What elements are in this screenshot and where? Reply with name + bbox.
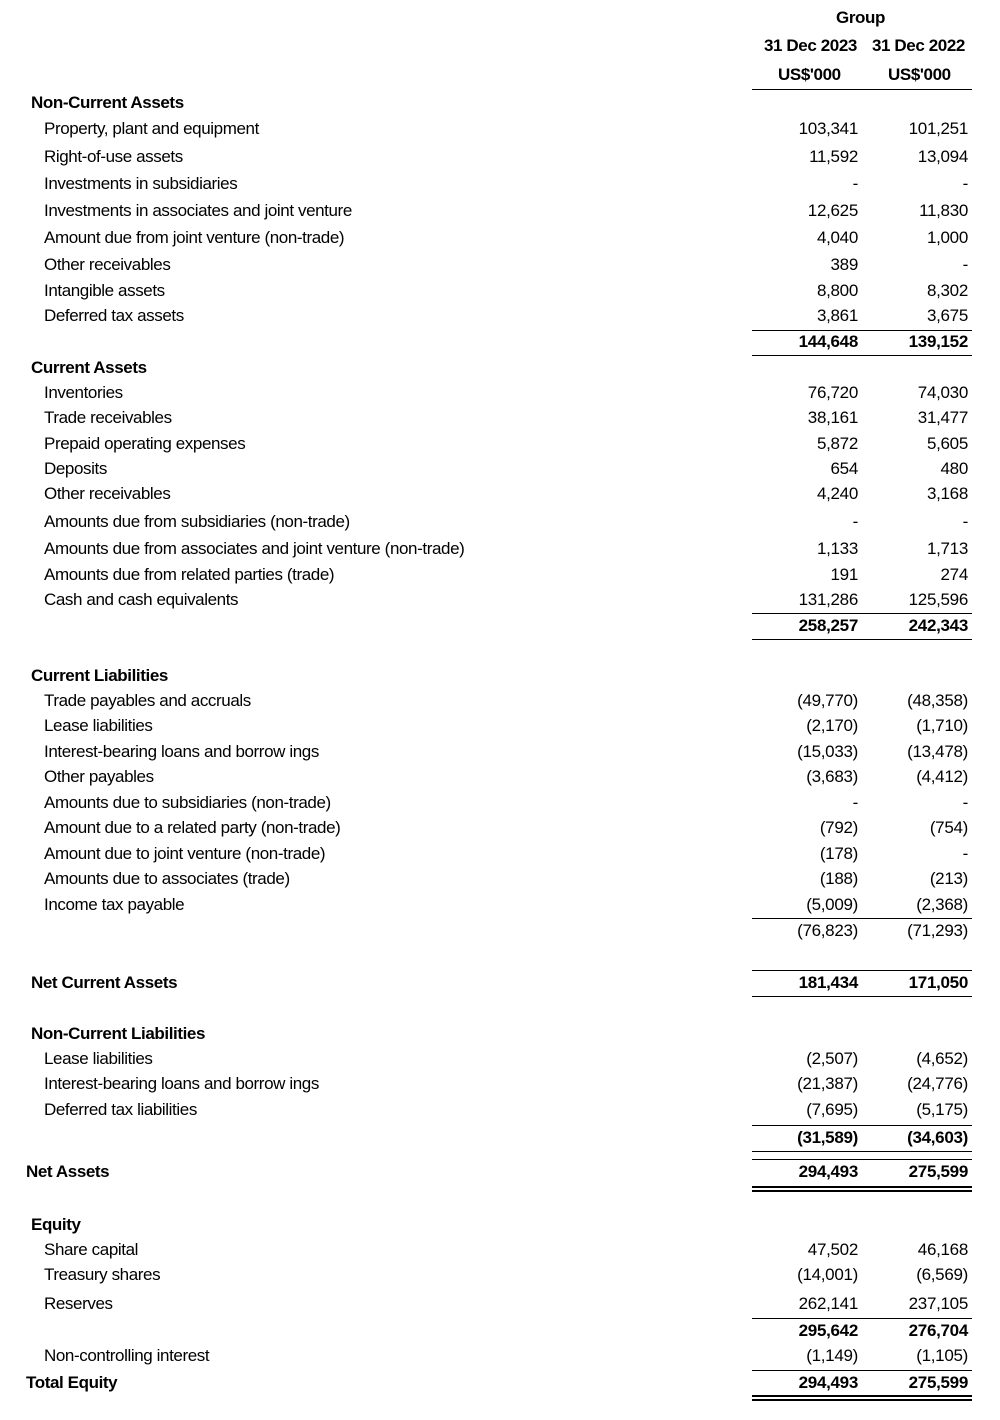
line-item-label: Right-of-use assets bbox=[44, 147, 183, 166]
rule-net-current-top bbox=[752, 970, 972, 971]
value-2022: 46,168 bbox=[917, 1240, 968, 1259]
statement-row bbox=[0, 144, 1000, 170]
value-2023: (21,387) bbox=[797, 1074, 858, 1093]
statement-row bbox=[0, 278, 1000, 304]
value-2022: 275,599 bbox=[908, 1373, 968, 1392]
group-header: Group bbox=[836, 8, 885, 27]
statement-row bbox=[0, 713, 1000, 739]
statement-row bbox=[0, 663, 1000, 689]
statement-row bbox=[0, 1262, 1000, 1288]
value-2022: (213) bbox=[929, 869, 968, 888]
value-2022: 3,675 bbox=[926, 306, 968, 325]
value-2023: (5,009) bbox=[806, 895, 858, 914]
line-item-label: Prepaid operating expenses bbox=[44, 434, 246, 453]
value-2023: 5,872 bbox=[816, 434, 858, 453]
value-2022: (2,368) bbox=[916, 895, 968, 914]
statement-row bbox=[0, 790, 1000, 816]
value-2022: (5,175) bbox=[916, 1100, 968, 1119]
value-2023: 11,592 bbox=[809, 147, 858, 166]
value-2023: 294,493 bbox=[798, 1162, 858, 1181]
value-2022: 275,599 bbox=[908, 1162, 968, 1181]
rule-nca-subtotal bbox=[752, 330, 972, 331]
rule-net-current-bottom bbox=[752, 996, 972, 997]
statement-row bbox=[0, 252, 1000, 278]
section-heading: Total Equity bbox=[26, 1373, 118, 1392]
value-2022: 237,105 bbox=[908, 1294, 968, 1313]
line-item-label: Treasury shares bbox=[44, 1265, 161, 1284]
value-2023: 262,141 bbox=[798, 1294, 858, 1313]
statement-row bbox=[0, 815, 1000, 841]
col2-unit-header: US$'000 bbox=[888, 65, 951, 84]
value-2023: - bbox=[852, 793, 858, 812]
value-2022: (754) bbox=[929, 818, 968, 837]
line-item-label: Deferred tax liabilities bbox=[44, 1100, 197, 1119]
value-2022: 3,168 bbox=[926, 484, 968, 503]
value-2022: (6,569) bbox=[916, 1265, 968, 1284]
line-item-label: Other receivables bbox=[44, 484, 171, 503]
value-2022: (4,652) bbox=[916, 1049, 968, 1068]
value-2022: 125,596 bbox=[908, 590, 968, 609]
statement-row bbox=[0, 841, 1000, 867]
value-2023: 47,502 bbox=[807, 1240, 858, 1259]
statement-row bbox=[0, 116, 1000, 142]
statement-row bbox=[0, 688, 1000, 714]
value-2023: (178) bbox=[819, 844, 858, 863]
rule-ca-subtotal bbox=[752, 613, 972, 614]
line-item-label: Amounts due from associates and joint venture (non-trade) bbox=[44, 539, 465, 558]
statement-row bbox=[0, 456, 1000, 482]
rule-ncl-subtotal bbox=[752, 1125, 972, 1126]
value-2023: 12,625 bbox=[807, 201, 858, 220]
value-2023: 8,800 bbox=[816, 281, 858, 300]
value-2022: - bbox=[962, 793, 968, 812]
line-item-label: Property, plant and equipment bbox=[44, 119, 259, 138]
section-heading: Non-Current Assets bbox=[31, 93, 184, 112]
value-2022: - bbox=[962, 512, 968, 531]
value-2023: 191 bbox=[830, 565, 858, 584]
value-2023: 131,286 bbox=[798, 590, 858, 609]
statement-row bbox=[0, 509, 1000, 535]
value-2023: (7,695) bbox=[806, 1100, 858, 1119]
value-2022: 101,251 bbox=[908, 119, 968, 138]
value-2022: 13,094 bbox=[917, 147, 968, 166]
line-item-label: Amounts due to associates (trade) bbox=[44, 869, 290, 888]
value-2022: - bbox=[962, 255, 968, 274]
line-item-label: Investments in subsidiaries bbox=[44, 174, 238, 193]
value-2023: 3,861 bbox=[816, 306, 858, 325]
section-heading: Equity bbox=[31, 1215, 81, 1234]
value-2023: (188) bbox=[819, 869, 858, 888]
value-2023: - bbox=[852, 174, 858, 193]
line-item-label: Trade payables and accruals bbox=[44, 691, 251, 710]
value-2022: 274 bbox=[940, 565, 968, 584]
value-2022: (1,710) bbox=[916, 716, 968, 735]
statement-row bbox=[0, 536, 1000, 562]
section-heading: Current Assets bbox=[31, 358, 147, 377]
value-2023: 103,341 bbox=[798, 119, 858, 138]
value-2022: (1,105) bbox=[916, 1346, 968, 1365]
line-item-label: Amount due to a related party (non-trade) bbox=[44, 818, 341, 837]
value-2022: (24,776) bbox=[907, 1074, 968, 1093]
value-2023: 389 bbox=[830, 255, 858, 274]
line-item-label: Trade receivables bbox=[44, 408, 172, 427]
value-2022: 1,713 bbox=[926, 539, 968, 558]
line-item-label: Other payables bbox=[44, 767, 154, 786]
rule-total-equity-double-2 bbox=[752, 1399, 972, 1401]
value-2023: 654 bbox=[830, 459, 858, 478]
statement-row bbox=[0, 918, 1000, 944]
statement-row bbox=[0, 587, 1000, 613]
statement-row bbox=[0, 562, 1000, 588]
value-2022: 31,477 bbox=[917, 408, 968, 427]
statement-row bbox=[0, 739, 1000, 765]
value-2022: 139,152 bbox=[908, 332, 968, 351]
line-item-label: Deposits bbox=[44, 459, 107, 478]
statement-row bbox=[0, 1318, 1000, 1344]
statement-row bbox=[0, 1021, 1000, 1047]
value-2023: (31,589) bbox=[797, 1128, 858, 1147]
statement-row bbox=[0, 225, 1000, 251]
statement-row bbox=[0, 431, 1000, 457]
col2-date-header: 31 Dec 2022 bbox=[872, 36, 965, 55]
value-2023: (15,033) bbox=[797, 742, 858, 761]
line-item-label: Amounts due from related parties (trade) bbox=[44, 565, 335, 584]
value-2023: 295,642 bbox=[798, 1321, 858, 1340]
value-2023: (1,149) bbox=[806, 1346, 858, 1365]
col1-unit-header: US$'000 bbox=[778, 65, 841, 84]
value-2022: 242,343 bbox=[908, 616, 968, 635]
statement-row bbox=[0, 405, 1000, 431]
line-item-label: Interest-bearing loans and borrow ings bbox=[44, 742, 319, 761]
statement-row bbox=[0, 764, 1000, 790]
value-2023: 4,040 bbox=[816, 228, 858, 247]
section-heading: Non-Current Liabilities bbox=[31, 1024, 206, 1043]
value-2022: 8,302 bbox=[926, 281, 968, 300]
rule-total-equity-double-1 bbox=[752, 1395, 972, 1397]
value-2023: (792) bbox=[819, 818, 858, 837]
value-2022: (4,412) bbox=[916, 767, 968, 786]
rule-equity-subtotal bbox=[752, 1318, 972, 1319]
line-item-label: Deferred tax assets bbox=[44, 306, 184, 325]
value-2022: 11,830 bbox=[919, 201, 968, 220]
line-item-label: Lease liabilities bbox=[44, 1049, 153, 1068]
line-item-label: Cash and cash equivalents bbox=[44, 590, 239, 609]
rule-ca-total bbox=[752, 639, 972, 640]
statement-row bbox=[0, 1159, 1000, 1185]
value-2023: 38,161 bbox=[807, 408, 858, 427]
value-2022: - bbox=[962, 844, 968, 863]
statement-row bbox=[0, 866, 1000, 892]
value-2022: 171,050 bbox=[908, 973, 968, 992]
line-item-label: Reserves bbox=[44, 1294, 113, 1313]
statement-row bbox=[0, 970, 1000, 996]
statement-row bbox=[0, 1212, 1000, 1238]
value-2023: (2,507) bbox=[806, 1049, 858, 1068]
line-item-label: Amount due from joint venture (non-trade) bbox=[44, 228, 345, 247]
value-2022: (48,358) bbox=[907, 691, 968, 710]
statement-row bbox=[0, 1071, 1000, 1097]
value-2023: 4,240 bbox=[816, 484, 858, 503]
statement-row bbox=[0, 1046, 1000, 1072]
statement-row bbox=[0, 171, 1000, 197]
rule-nca-total bbox=[752, 355, 972, 356]
value-2022: 276,704 bbox=[908, 1321, 968, 1340]
rule-net-assets-double-2 bbox=[752, 1190, 972, 1192]
rule-net-assets-top bbox=[752, 1159, 972, 1160]
section-heading: Current Liabilities bbox=[31, 666, 168, 685]
statement-row bbox=[0, 198, 1000, 224]
line-item-label: Amount due to joint venture (non-trade) bbox=[44, 844, 326, 863]
value-2023: (14,001) bbox=[797, 1265, 858, 1284]
line-item-label: Inventories bbox=[44, 383, 123, 402]
line-item-label: Investments in associates and joint venture bbox=[44, 201, 352, 220]
value-2023: - bbox=[852, 512, 858, 531]
rule-cl-subtotal bbox=[752, 918, 972, 919]
value-2022: (34,603) bbox=[907, 1128, 968, 1147]
line-item-label: Lease liabilities bbox=[44, 716, 153, 735]
statement-row bbox=[0, 90, 1000, 116]
statement-row bbox=[0, 1343, 1000, 1369]
line-item-label: Intangible assets bbox=[44, 281, 165, 300]
statement-row bbox=[0, 1370, 1000, 1396]
line-item-label: Income tax payable bbox=[44, 895, 185, 914]
col1-date-header: 31 Dec 2023 bbox=[764, 36, 857, 55]
statement-row bbox=[0, 329, 1000, 355]
value-2023: (49,770) bbox=[797, 691, 858, 710]
value-2023: 294,493 bbox=[798, 1373, 858, 1392]
value-2023: (2,170) bbox=[806, 716, 858, 735]
rule-net-assets-double-1 bbox=[752, 1186, 972, 1188]
value-2023: 181,434 bbox=[798, 973, 858, 992]
value-2023: 258,257 bbox=[798, 616, 858, 635]
value-2023: 1,133 bbox=[816, 539, 858, 558]
value-2023: 144,648 bbox=[798, 332, 858, 351]
statement-row bbox=[0, 892, 1000, 918]
statement-row bbox=[0, 613, 1000, 639]
statement-row bbox=[0, 1237, 1000, 1263]
value-2022: - bbox=[962, 174, 968, 193]
line-item-label: Share capital bbox=[44, 1240, 139, 1259]
value-2022: 5,605 bbox=[926, 434, 968, 453]
line-item-label: Amounts due from subsidiaries (non-trade) bbox=[44, 512, 350, 531]
value-2023: (3,683) bbox=[806, 767, 858, 786]
statement-row bbox=[0, 481, 1000, 507]
line-item-label: Other receivables bbox=[44, 255, 171, 274]
value-2022: 480 bbox=[940, 459, 968, 478]
value-2022: (13,478) bbox=[907, 742, 968, 761]
rule-ncl-total bbox=[752, 1151, 972, 1152]
statement-row bbox=[0, 355, 1000, 381]
statement-row bbox=[0, 1125, 1000, 1151]
statement-row bbox=[0, 380, 1000, 406]
value-2022: (71,293) bbox=[907, 921, 968, 940]
statement-row bbox=[0, 1291, 1000, 1317]
statement-row bbox=[0, 303, 1000, 329]
value-2023: (76,823) bbox=[797, 921, 858, 940]
line-item-label: Interest-bearing loans and borrow ings bbox=[44, 1074, 319, 1093]
value-2022: 74,030 bbox=[917, 383, 968, 402]
section-heading: Net Assets bbox=[26, 1162, 110, 1181]
line-item-label: Amounts due to subsidiaries (non-trade) bbox=[44, 793, 331, 812]
value-2022: 1,000 bbox=[926, 228, 968, 247]
line-item-label: Non-controlling interest bbox=[44, 1346, 210, 1365]
statement-row bbox=[0, 1097, 1000, 1123]
section-heading: Net Current Assets bbox=[31, 973, 178, 992]
value-2023: 76,720 bbox=[807, 383, 858, 402]
rule-equity-total bbox=[752, 1370, 972, 1371]
